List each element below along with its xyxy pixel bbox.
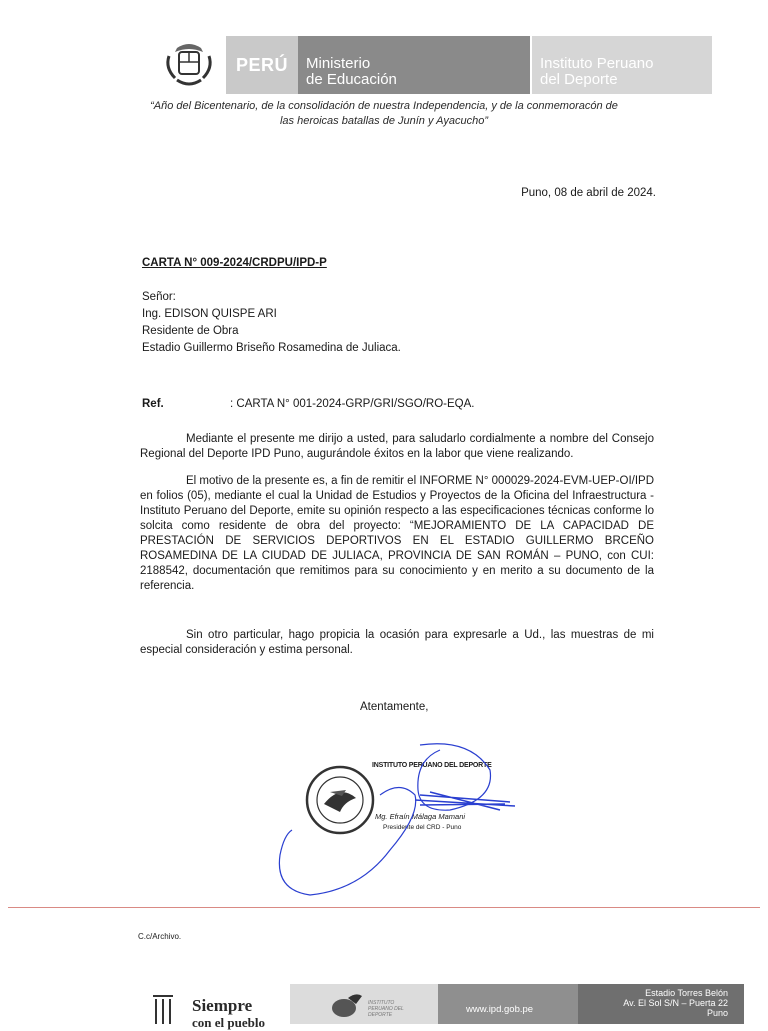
institute-line2: del Deporte (540, 71, 618, 88)
peru-coat-of-arms-icon (163, 38, 215, 92)
footer-divider (8, 907, 760, 908)
recipient-name: Ing. EDISON QUISPE ARI (142, 308, 277, 320)
ministry-banner (298, 36, 530, 94)
recipient-salutation: Señor: (142, 291, 176, 303)
footer-address-line3: Puno (706, 1008, 728, 1018)
institute-banner (532, 36, 712, 94)
ipd-logo-icon (330, 990, 364, 1020)
footer-website-link[interactable]: www.ipd.gob.pe (466, 1004, 534, 1015)
handwritten-signature-icon (270, 740, 530, 900)
reference-value: : CARTA N° 001-2024-GRP/GRI/SGO/RO-EQA. (230, 398, 475, 410)
signature-title: Presidente del CRD - Puno (383, 824, 462, 831)
footer-ipd-label: INSTITUTO PERUANO DEL DEPORTE (368, 1000, 404, 1018)
peru-banner: PERÚ (226, 36, 298, 94)
footer-address (578, 988, 728, 1018)
paragraph-purpose: El motivo de la presente es, a fin de remitir el INFORME N° 000029-2024-EVM-UEP-OI/IPD en folios (05), mediante el cual la Unidad de Estudios y Proyectos de la Oficina del Infraestructura - Instituto Peruano del Deporte, emite su opinión respecto a las especificaciones técnicas conforme lo solcita como residente de obra del proyecto: “MEJORAMIENTO DE LA CAPACIDAD DE PRESTACIÓN DE SERVICIOS DEPORTIVOS EN EL ESTADIO GUILLERMO BRCEÑO ROSAMEDINA DE LA CIUDAD DE JULIACA, PROVINCIA DE SAN ROMÁN – PUNO, con CUI: 2188542, documentación que remitimos para su conocimiento y en merito a su documento de la referencia. (140, 475, 654, 592)
reference-label: Ref. (142, 398, 164, 410)
ministry-line1: Ministerio (306, 55, 371, 72)
institute-line1: Instituto Peruano (540, 55, 654, 72)
footer-slogan-line2: con el pueblo (192, 1015, 265, 1030)
motto-line1: “Año del Bicentenario, de la consolidación de nuestra Independencia, y de la conmemoracón de (150, 100, 618, 112)
paragraph-farewell: Sin otro particular, hago propicia la ocasión para expresarle a Ud., las muestras de mi especial consideración y estima personal. (140, 629, 654, 656)
carbon-copy: C.c/Archivo. (138, 932, 182, 941)
paragraph-greeting: Mediante el presente me dirijo a usted, para saludarlo cordialmente a nombre del Consejo Regional del Deporte IPD Puno, augurándole éxitos en la labor que viene realizando. (140, 433, 654, 460)
footer-address-line1: Estadio Torres Belón (645, 988, 728, 998)
recipient-role: Residente de Obra (142, 325, 239, 337)
letter-number: CARTA N° 009-2024/CRDPU/IPD-P (142, 257, 327, 269)
footer-ipd-panel (290, 984, 438, 1024)
signature-organization: INSTITUTO PERUANO DEL DEPORTE (372, 762, 492, 769)
recipient-block (142, 290, 401, 358)
recipient-location: Estadio Guillermo Briseño Rosamedina de Juliaca. (142, 342, 401, 354)
ministry-line2: de Educación (306, 71, 397, 88)
footer-address-line2: Av. El Sol S/N – Puerta 22 (623, 998, 728, 1008)
closing: Atentamente, (360, 701, 429, 713)
letter-date: Puno, 08 de abril de 2024. (521, 187, 656, 199)
footer-slogan-line1: Siempre (192, 996, 253, 1015)
year-motto (120, 99, 648, 129)
signature-name: Mg. Efraín Málaga Mamani (375, 812, 466, 821)
government-columns-icon (152, 993, 174, 1024)
motto-line2: las heroicas batallas de Junín y Ayacucho” (279, 115, 488, 127)
